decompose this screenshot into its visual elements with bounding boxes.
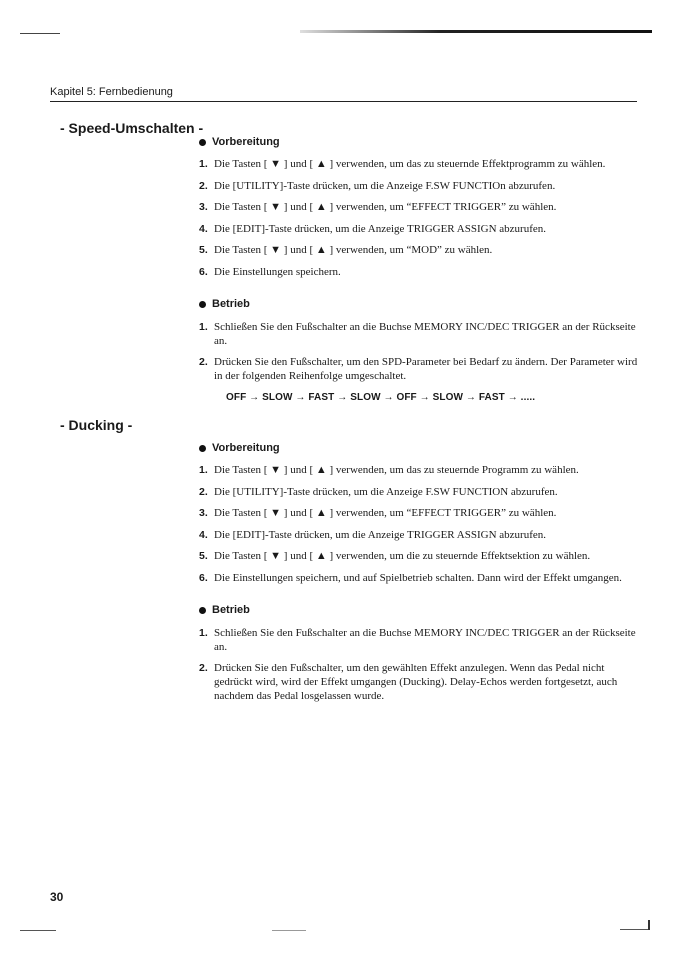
step-text: Die Einstellungen speichern.	[214, 266, 341, 278]
section-title-speed: - Speed-Umschalten -	[60, 120, 204, 136]
scan-edge-top-left	[20, 33, 60, 34]
bullet-icon	[199, 445, 206, 452]
scan-edge-bottom-mid	[272, 930, 306, 931]
step-number: 2.	[199, 486, 208, 498]
speed-prep-step	[199, 200, 639, 214]
step-number: 6.	[199, 572, 208, 584]
step-text: Drücken Sie den Fußschalter, um den gewählten Effekt anzulegen. Wenn das Pedal nicht gedrückt wird, wird der Effekt umgangen (Ducking). Delay-Echos werden fortgesetzt, auch nachdem das Pedal losgelassen wurde.	[214, 662, 618, 702]
section-title-ducking: - Ducking -	[60, 417, 133, 433]
ducking-op-heading-label: Betrieb	[212, 604, 250, 616]
chapter-header: Kapitel 5: Fernbedienung	[50, 86, 173, 98]
step-number: 1.	[199, 321, 208, 333]
scan-edge-top	[300, 30, 652, 33]
step-number: 5.	[199, 244, 208, 256]
speed-prep-heading-label: Vorbereitung	[212, 136, 280, 148]
ducking-prep-step	[199, 549, 639, 563]
speed-prep-step	[199, 265, 639, 279]
step-text: Die [EDIT]-Taste drücken, um die Anzeige TRIGGER ASSIGN abzurufen.	[214, 529, 546, 541]
ducking-prep-step	[199, 571, 639, 585]
step-text: Die [UTILITY]-Taste drücken, um die Anzeige F.SW FUNCTION abzurufen.	[214, 486, 558, 498]
ducking-op-heading	[199, 604, 250, 616]
step-text: Drücken Sie den Fußschalter, um den SPD-Parameter bei Bedarf zu ändern. Der Parameter wird in der folgenden Reihenfolge umgeschaltet.	[214, 356, 638, 382]
bullet-icon	[199, 607, 206, 614]
step-number: 2.	[199, 180, 208, 192]
step-number: 3.	[199, 507, 208, 519]
step-number: 4.	[199, 529, 208, 541]
speed-prep-step	[199, 157, 639, 171]
step-text: Die Tasten [ ▼ ] und [ ▲ ] verwenden, um das zu steuernde Programm zu wählen.	[214, 464, 579, 476]
ducking-prep-heading	[199, 442, 280, 454]
speed-op-heading	[199, 298, 250, 310]
speed-prep-step	[199, 179, 639, 193]
speed-prep-heading	[199, 136, 280, 148]
ducking-op-step	[199, 626, 639, 654]
step-number: 4.	[199, 223, 208, 235]
ducking-prep-step	[199, 506, 639, 520]
step-text: Schließen Sie den Fußschalter an die Buchse MEMORY INC/DEC TRIGGER an der Rückseite an.	[214, 321, 636, 347]
speed-prep-step	[199, 222, 639, 236]
step-number: 3.	[199, 201, 208, 213]
speed-op-heading-label: Betrieb	[212, 298, 250, 310]
parameter-sequence: OFF → SLOW → FAST → SLOW → OFF → SLOW → FAST → .....	[226, 392, 536, 403]
step-text: Die Tasten [ ▼ ] und [ ▲ ] verwenden, um “EFFECT TRIGGER” zu wählen.	[214, 507, 557, 519]
bullet-icon	[199, 301, 206, 308]
speed-op-step	[199, 355, 639, 383]
step-text: Die Tasten [ ▼ ] und [ ▲ ] verwenden, um “MOD” zu wählen.	[214, 244, 493, 256]
step-number: 1.	[199, 464, 208, 476]
scan-edge-bottom-right	[620, 929, 650, 930]
step-number: 2.	[199, 662, 208, 674]
ducking-op-step	[199, 661, 639, 703]
scan-mark	[648, 920, 650, 930]
ducking-prep-heading-label: Vorbereitung	[212, 442, 280, 454]
step-text: Schließen Sie den Fußschalter an die Buchse MEMORY INC/DEC TRIGGER an der Rückseite an.	[214, 627, 636, 653]
step-text: Die [UTILITY]-Taste drücken, um die Anzeige F.SW FUNCTIOn abzurufen.	[214, 180, 556, 192]
step-number: 1.	[199, 627, 208, 639]
bullet-icon	[199, 139, 206, 146]
step-number: 5.	[199, 550, 208, 562]
scan-edge-bottom-left	[20, 930, 56, 931]
step-number: 1.	[199, 158, 208, 170]
step-text: Die Tasten [ ▼ ] und [ ▲ ] verwenden, um die zu steuernde Effektsektion zu wählen.	[214, 550, 591, 562]
step-text: Die Einstellungen speichern, und auf Spielbetrieb schalten. Dann wird der Effekt umgangen.	[214, 572, 622, 584]
step-text: Die Tasten [ ▼ ] und [ ▲ ] verwenden, um das zu steuernde Effektprogramm zu wählen.	[214, 158, 606, 170]
page-number: 30	[50, 890, 64, 904]
step-text: Die Tasten [ ▼ ] und [ ▲ ] verwenden, um “EFFECT TRIGGER” zu wählen.	[214, 201, 557, 213]
speed-op-step	[199, 320, 639, 348]
speed-prep-step	[199, 243, 639, 257]
step-number: 2.	[199, 356, 208, 368]
step-number: 6.	[199, 266, 208, 278]
step-text: Die [EDIT]-Taste drücken, um die Anzeige TRIGGER ASSIGN abzurufen.	[214, 223, 546, 235]
header-rule	[50, 101, 637, 102]
ducking-prep-step	[199, 528, 639, 542]
ducking-prep-step	[199, 463, 639, 477]
ducking-prep-step	[199, 485, 639, 499]
